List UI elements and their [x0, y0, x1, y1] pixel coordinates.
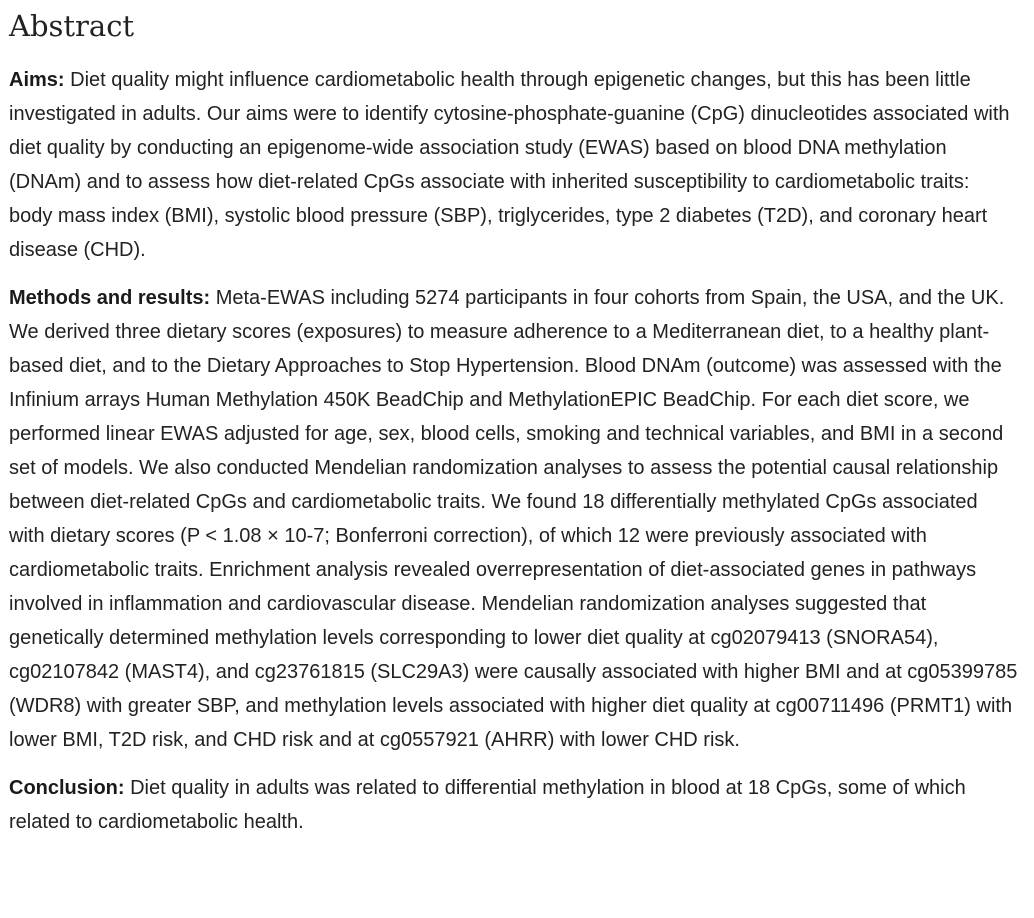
- section-label-methods-results: Methods and results:: [9, 287, 211, 309]
- section-text-aims: Diet quality might influence cardiometabolic health through epigenetic changes, but this has been little investigated in adults. Our aims were to identify cytosine-phosphate-guanine (CpG) dinucleotides associated with diet quality by conducting an epigenome-wide association study (EWAS) based on blood DNA methylation (DNAm) and to assess how diet-related CpGs associate with inherited susceptibility to cardiometabolic traits: body mass index (BMI), systolic blood pressure (SBP), triglycerides, type 2 diabetes (T2D), and coronary heart disease (CHD).: [9, 69, 1010, 261]
- section-label-conclusion: Conclusion:: [9, 777, 125, 799]
- abstract-section-methods-results: [9, 281, 1018, 757]
- section-text-methods-results: Meta-EWAS including 5274 participants in four cohorts from Spain, the USA, and the UK. We derived three dietary scores (exposures) to measure adherence to a Mediterranean diet, to a healthy plant-based diet, and to the Dietary Approaches to Stop Hypertension. Blood DNAm (outcome) was assessed with the Infinium arrays Human Methylation 450K BeadChip and MethylationEPIC BeadChip. For each diet score, we performed linear EWAS adjusted for age, sex, blood cells, smoking and technical variables, and BMI in a second set of models. We also conducted Mendelian randomization analyses to assess the potential causal relationship between diet-related CpGs and cardiometabolic traits. We found 18 differentially methylated CpGs associated with dietary scores (P < 1.08 × 10-7; Bonferroni correction), of which 12 were previously associated with cardiometabolic traits. Enrichment analysis revealed overrepresentation of diet-associated genes in pathways involved in inflammation and cardiovascular disease. Mendelian randomization analyses suggested that genetically determined methylation levels corresponding to lower diet quality at cg02079413 (SNORA54), cg02107842 (MAST4), and cg23761815 (SLC29A3) were causally associated with higher BMI and at cg05399785 (WDR8) with greater SBP, and methylation levels associated with higher diet quality at cg00711496 (PRMT1) with lower BMI, T2D risk, and CHD risk and at cg0557921 (AHRR) with lower CHD risk.: [9, 287, 1018, 751]
- section-text-conclusion: Diet quality in adults was related to differential methylation in blood at 18 CpGs, some of which related to cardiometabolic health.: [9, 777, 966, 833]
- abstract-heading: Abstract: [9, 9, 135, 43]
- section-label-aims: Aims:: [9, 69, 65, 91]
- abstract-section-conclusion: [9, 771, 1018, 839]
- abstract-section-aims: [9, 63, 1018, 267]
